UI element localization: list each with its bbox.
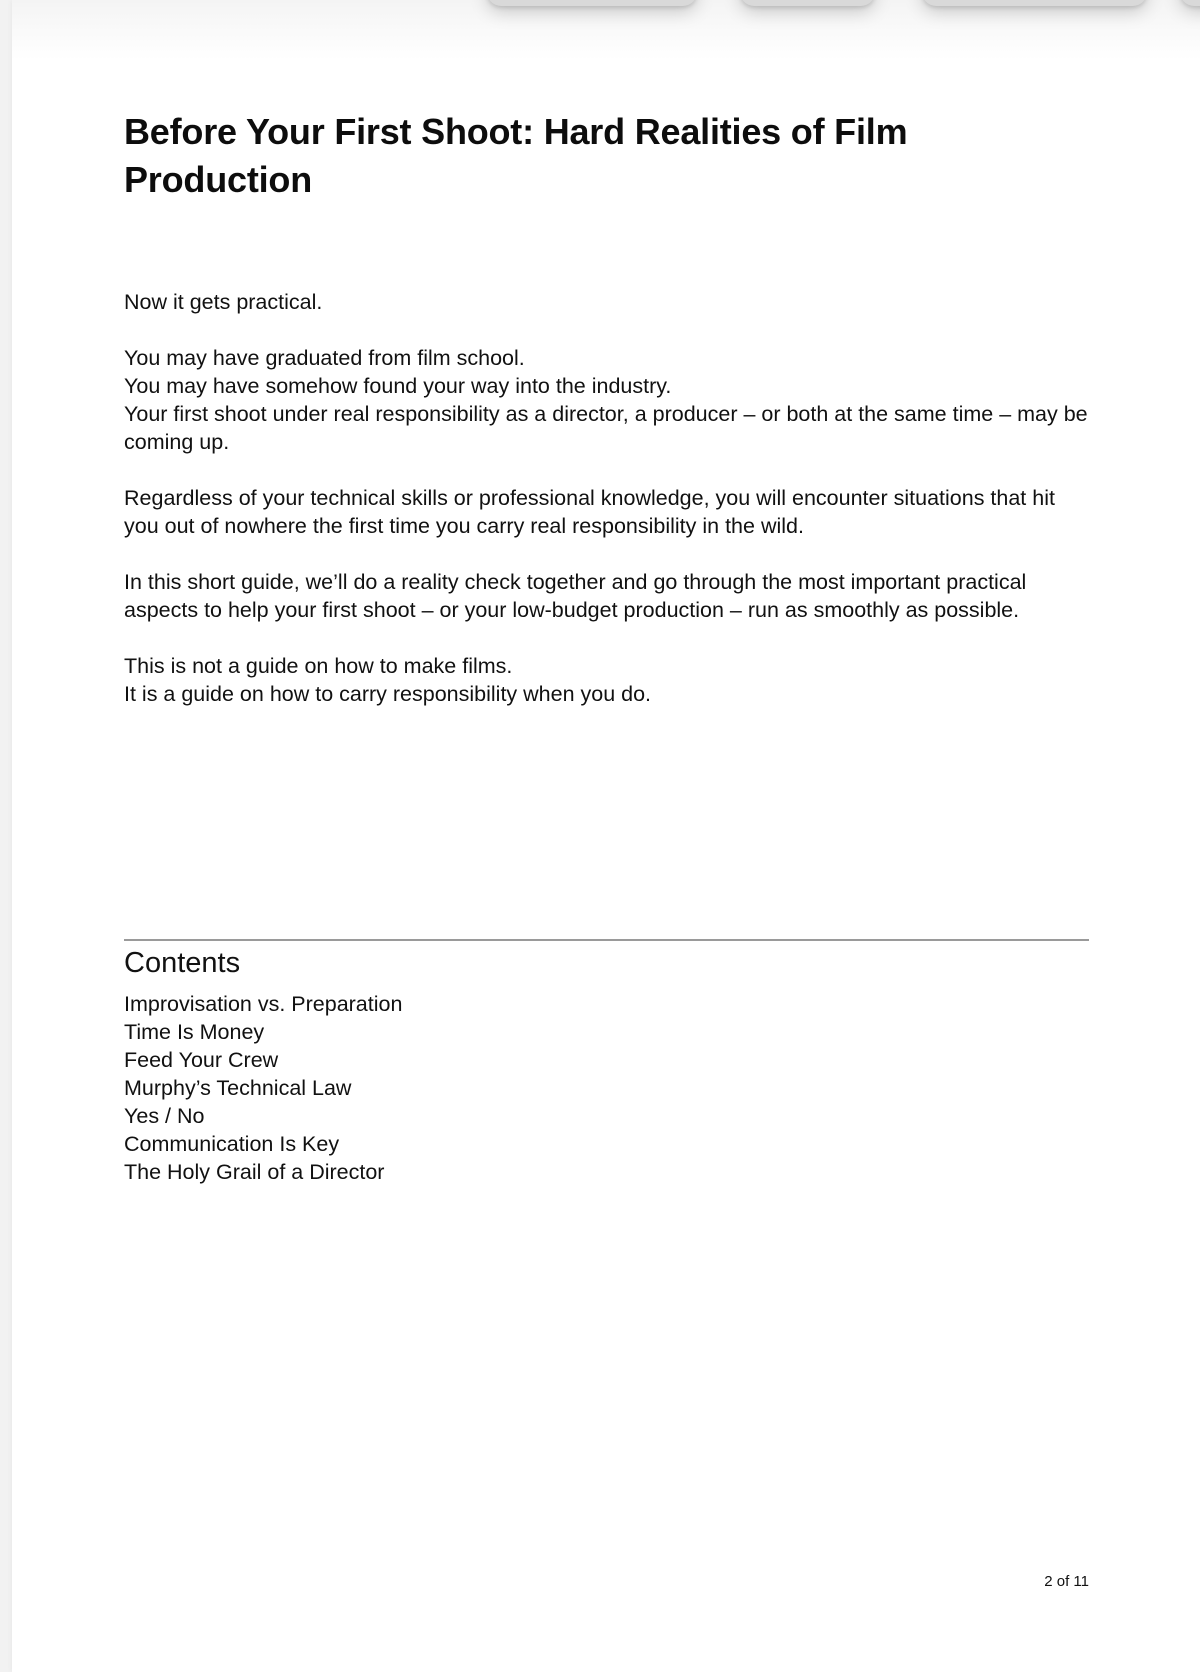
contents-divider [124,939,1089,941]
toc-item[interactable]: Murphy’s Technical Law [124,1076,352,1100]
paragraph-line: Now it gets practical. [124,290,323,314]
document-title: Before Your First Shoot: Hard Realities of Film Production [124,111,908,200]
paragraph [124,652,1089,708]
paragraph-line: It is a guide on how to carry responsibility when you do. [124,682,652,706]
page-content [124,108,1089,736]
toc-item[interactable]: Feed Your Crew [124,1048,279,1072]
toc-item[interactable]: Yes / No [124,1104,205,1128]
paragraph-line: In this short guide, we’ll do a reality check together and go through the most important practical aspects to help your first shoot – or your low-budget production – run as smoothly as possible. [124,570,1027,622]
paragraph-line: You may have somehow found your way into the industry. [124,374,672,398]
toolbar-button[interactable] [922,0,1147,6]
viewer-toolbar [0,0,1200,8]
toc-item[interactable]: Communication Is Key [124,1132,340,1156]
paragraph-line: This is not a guide on how to make films. [124,654,513,678]
intro-body [124,288,1089,708]
toc-item[interactable]: The Holy Grail of a Director [124,1160,385,1184]
toc-item[interactable]: Time Is Money [124,1020,265,1044]
page-top-shadow [12,0,1200,60]
toc-item[interactable]: Improvisation vs. Preparation [124,992,403,1016]
paragraph [124,484,1089,540]
paragraph-line: You may have graduated from film school. [124,346,525,370]
toolbar-button[interactable] [487,0,697,6]
page-number: 2 of 11 [1044,1573,1089,1590]
paragraph [124,288,1089,316]
document-page [12,0,1200,1672]
toolbar-button[interactable] [740,0,875,6]
paragraph [124,568,1089,624]
paragraph-line: Your first shoot under real responsibility as a director, a producer – or both at the same time – may be coming up. [124,402,1088,454]
paragraph [124,344,1089,456]
contents-heading: Contents [124,947,241,979]
paragraph-line: Regardless of your technical skills or professional knowledge, you will encounter situations that hit you out of nowhere the first time you carry real responsibility in the wild. [124,486,1055,538]
toolbar-button[interactable] [1180,0,1200,6]
table-of-contents [124,990,402,1186]
